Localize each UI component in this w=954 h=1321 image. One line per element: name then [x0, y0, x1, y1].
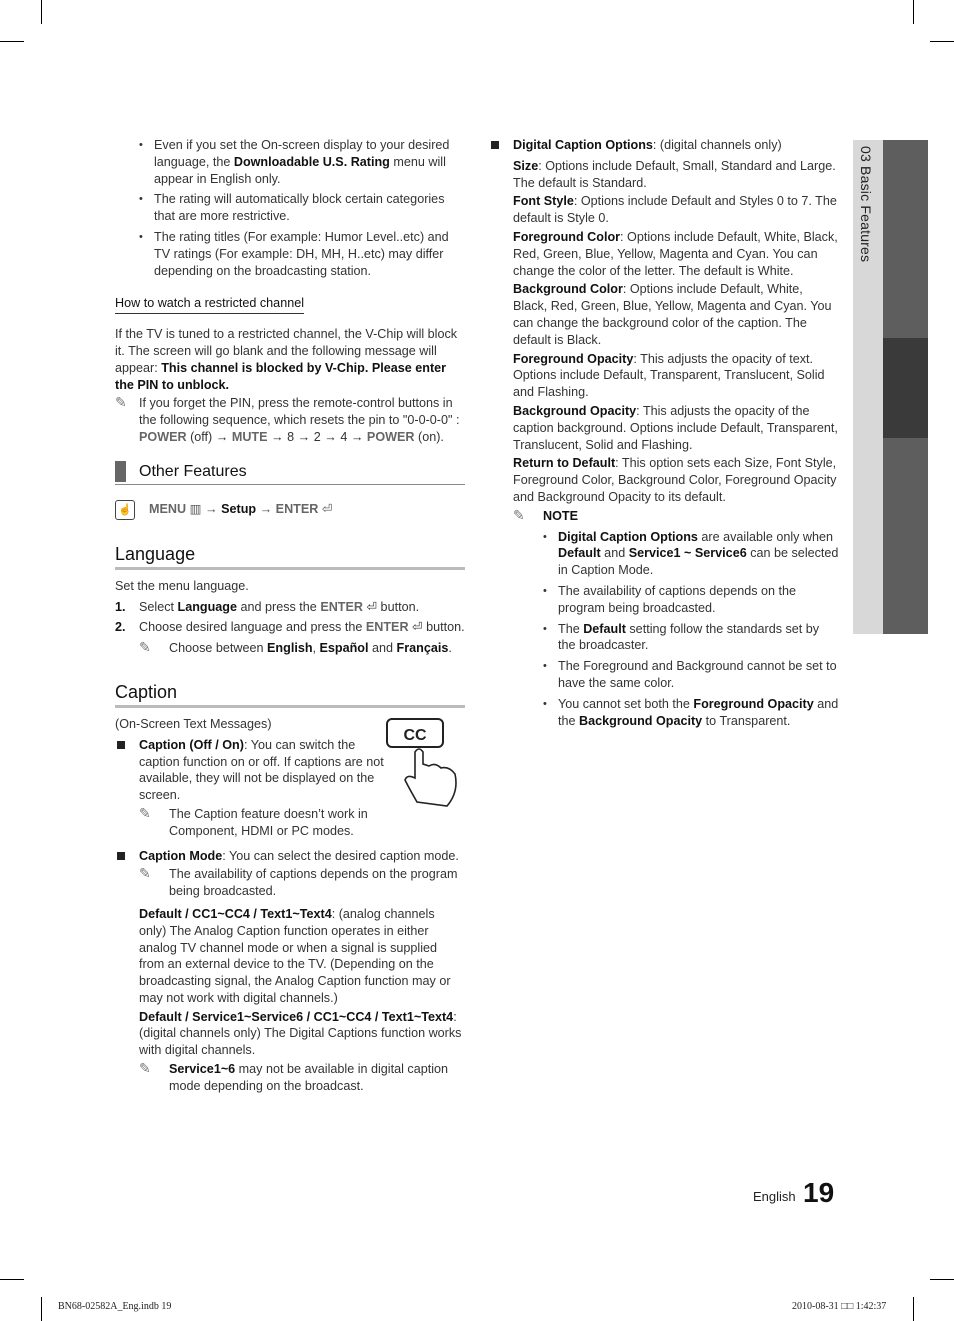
chapter-tab	[883, 140, 928, 338]
enter-icon: ⏎	[412, 620, 423, 635]
list-item: • Even if you set the On-screen display to your desired language, the Downloadable U.S. Rating menu will appear in English only.	[115, 137, 465, 187]
timestamp-slug: 2010-08-31 □□ 1:42:37	[792, 1301, 887, 1312]
note-pencil-icon: ✎	[139, 804, 151, 821]
cc-button-hand-icon	[385, 716, 463, 808]
list-item: • The Default setting follow the standards set by the broadcaster.	[519, 621, 839, 655]
caption-subtitle: (On-Screen Text Messages)	[115, 716, 272, 731]
language-intro: Set the menu language.	[115, 578, 249, 593]
right-column	[489, 137, 839, 733]
pin-note: ✎ If you forget the PIN, press the remote-control buttons in the following sequence, which resets the pin to "0-0-0-0" : POWER (off) → MUTE → 8 → 2 → 4 → POWER (on).	[115, 394, 460, 444]
chapter-tab-active	[883, 338, 928, 438]
menu-icon: ▥	[189, 501, 202, 516]
cc-label: CC	[403, 726, 427, 744]
list-item: • The rating titles (For example: Humor Level..etc) and TV ratings (For example: DH, MH, H..etc) may differ depending on the broadcasting station.	[115, 229, 465, 279]
list-item: • You cannot set both the Foreground Opacity and the Background Opacity to Transparent.	[519, 696, 839, 730]
left-column	[115, 137, 465, 1099]
note-pencil-icon: ✎	[139, 865, 151, 882]
footer-language: English	[753, 1189, 796, 1204]
caption-heading: Caption	[115, 681, 465, 708]
caption-mode-item: Caption Mode: You can select the desired caption mode.	[115, 848, 465, 865]
language-step-1: 1. Select Language and press the ENTER ⏎ button.	[115, 599, 420, 614]
caption-section	[115, 716, 465, 1095]
crop-mark	[0, 1279, 24, 1280]
caption-mode-note: ✎ The availability of captions depends on the program being broadcasted.	[139, 865, 458, 899]
digital-options-list	[489, 158, 839, 506]
crop-mark	[913, 0, 914, 24]
option-item: Font Style: Options include Default and Styles 0 to 7. The default is Style 0.	[513, 194, 837, 226]
note-pencil-icon: ✎	[139, 639, 151, 656]
digital-caption-text: Default / Service1~Service6 / CC1~CC4 / Text1~Text4: (digital channels only) The Digital Captions function works with digital channels.	[139, 1009, 462, 1058]
option-item: Foreground Color: Options include Default, White, Black, Red, Green, Blue, Yellow, Magenta and Cyan. You can change the color of the letter. The default is White.	[513, 229, 838, 278]
list-item: • The availability of captions depends on the program being broadcasted.	[519, 583, 839, 617]
caption-onoff-note: ✎ The Caption feature doesn’t work in Component, HDMI or PC modes.	[139, 804, 368, 838]
option-item: Return to Default: This option sets each Size, Font Style, Foreground Color, Background Color, Foreground Opacity and Background Opacity to its default.	[513, 456, 837, 504]
option-item: Size: Options include Default, Small, Standard and Large. The default is Standard.	[513, 158, 836, 190]
other-features-heading: Other Features	[115, 460, 465, 485]
crop-mark	[930, 41, 954, 42]
crop-mark	[0, 41, 24, 42]
language-step-2: 2. Choose desired language and press the ENTER ⏎ button.	[115, 620, 465, 635]
crop-mark	[913, 1297, 914, 1321]
note-heading: ✎ NOTE	[513, 506, 578, 523]
remote-hand-icon: ☝	[115, 500, 135, 520]
restricted-channel-text: If the TV is tuned to a restricted channel, the V-Chip will block it. The screen will go blank and the following message will appear: This channel is blocked by V-Chip. Please enter the PIN to unblock.	[115, 327, 458, 392]
note-pencil-icon: ✎	[115, 394, 127, 411]
chapter-tab	[883, 438, 928, 634]
file-slug: BN68-02582A_Eng.indb 19	[58, 1301, 172, 1312]
language-note: ✎ Choose between English, Español and Français.	[139, 639, 452, 656]
note-pencil-icon: ✎	[513, 506, 525, 523]
option-item: Background Color: Options include Default, White, Black, Red, Green, Blue, Yellow, Magenta and Cyan. You can change the background color of the caption. The default is Black.	[513, 282, 832, 347]
note-pencil-icon: ✎	[139, 1060, 151, 1077]
analog-caption-text: Default / CC1~CC4 / Text1~Text4: (analog channels only) The Analog Caption function operates in either analog TV channel mode or when a signal is supplied from an external device to the TV. (Depending on the broadcasting signal, the Analog Caption function may or may not work with digital channels.)	[139, 906, 451, 1005]
menu-path: ☝ MENU ▥ → Setup → ENTER ⏎	[115, 499, 465, 519]
notes-list	[519, 529, 839, 730]
chapter-label: 03 Basic Features	[858, 146, 874, 263]
service-note: ✎ Service1~6 may not be available in digital caption mode depending on the broadcast.	[139, 1060, 449, 1093]
option-item: Background Opacity: This adjusts the opacity of the caption background. Options include Default, Transparent, Translucent, Solid and Flashing.	[513, 403, 838, 452]
enter-icon: ⏎	[321, 501, 333, 516]
vchip-bullets	[115, 137, 465, 279]
list-item: • The rating will automatically block certain categories that are more restrictive.	[115, 191, 465, 225]
crop-mark	[41, 1297, 42, 1321]
option-item: Foreground Opacity: This adjusts the opacity of text. Options include Default, Transparent, Translucent, Solid and Flashing.	[513, 351, 825, 400]
page-number: 19	[803, 1177, 835, 1208]
list-item: • The Foreground and Background cannot be set to have the same color.	[519, 658, 839, 692]
language-heading: Language	[115, 543, 465, 570]
caption-onoff-item: Caption (Off / On): You can switch the caption function on or off. If captions are not available, they will not be displayed on the screen.	[115, 737, 384, 804]
enter-icon: ⏎	[366, 599, 378, 614]
crop-mark	[930, 1279, 954, 1280]
digital-caption-options-item: Digital Caption Options: (digital channels only)	[489, 137, 839, 154]
crop-mark	[41, 0, 42, 24]
restricted-channel-heading: How to watch a restricted channel	[115, 295, 304, 314]
list-item: • Digital Caption Options are available only when Default and Service1 ~ Service6 can be selected in Caption Mode.	[519, 529, 839, 579]
